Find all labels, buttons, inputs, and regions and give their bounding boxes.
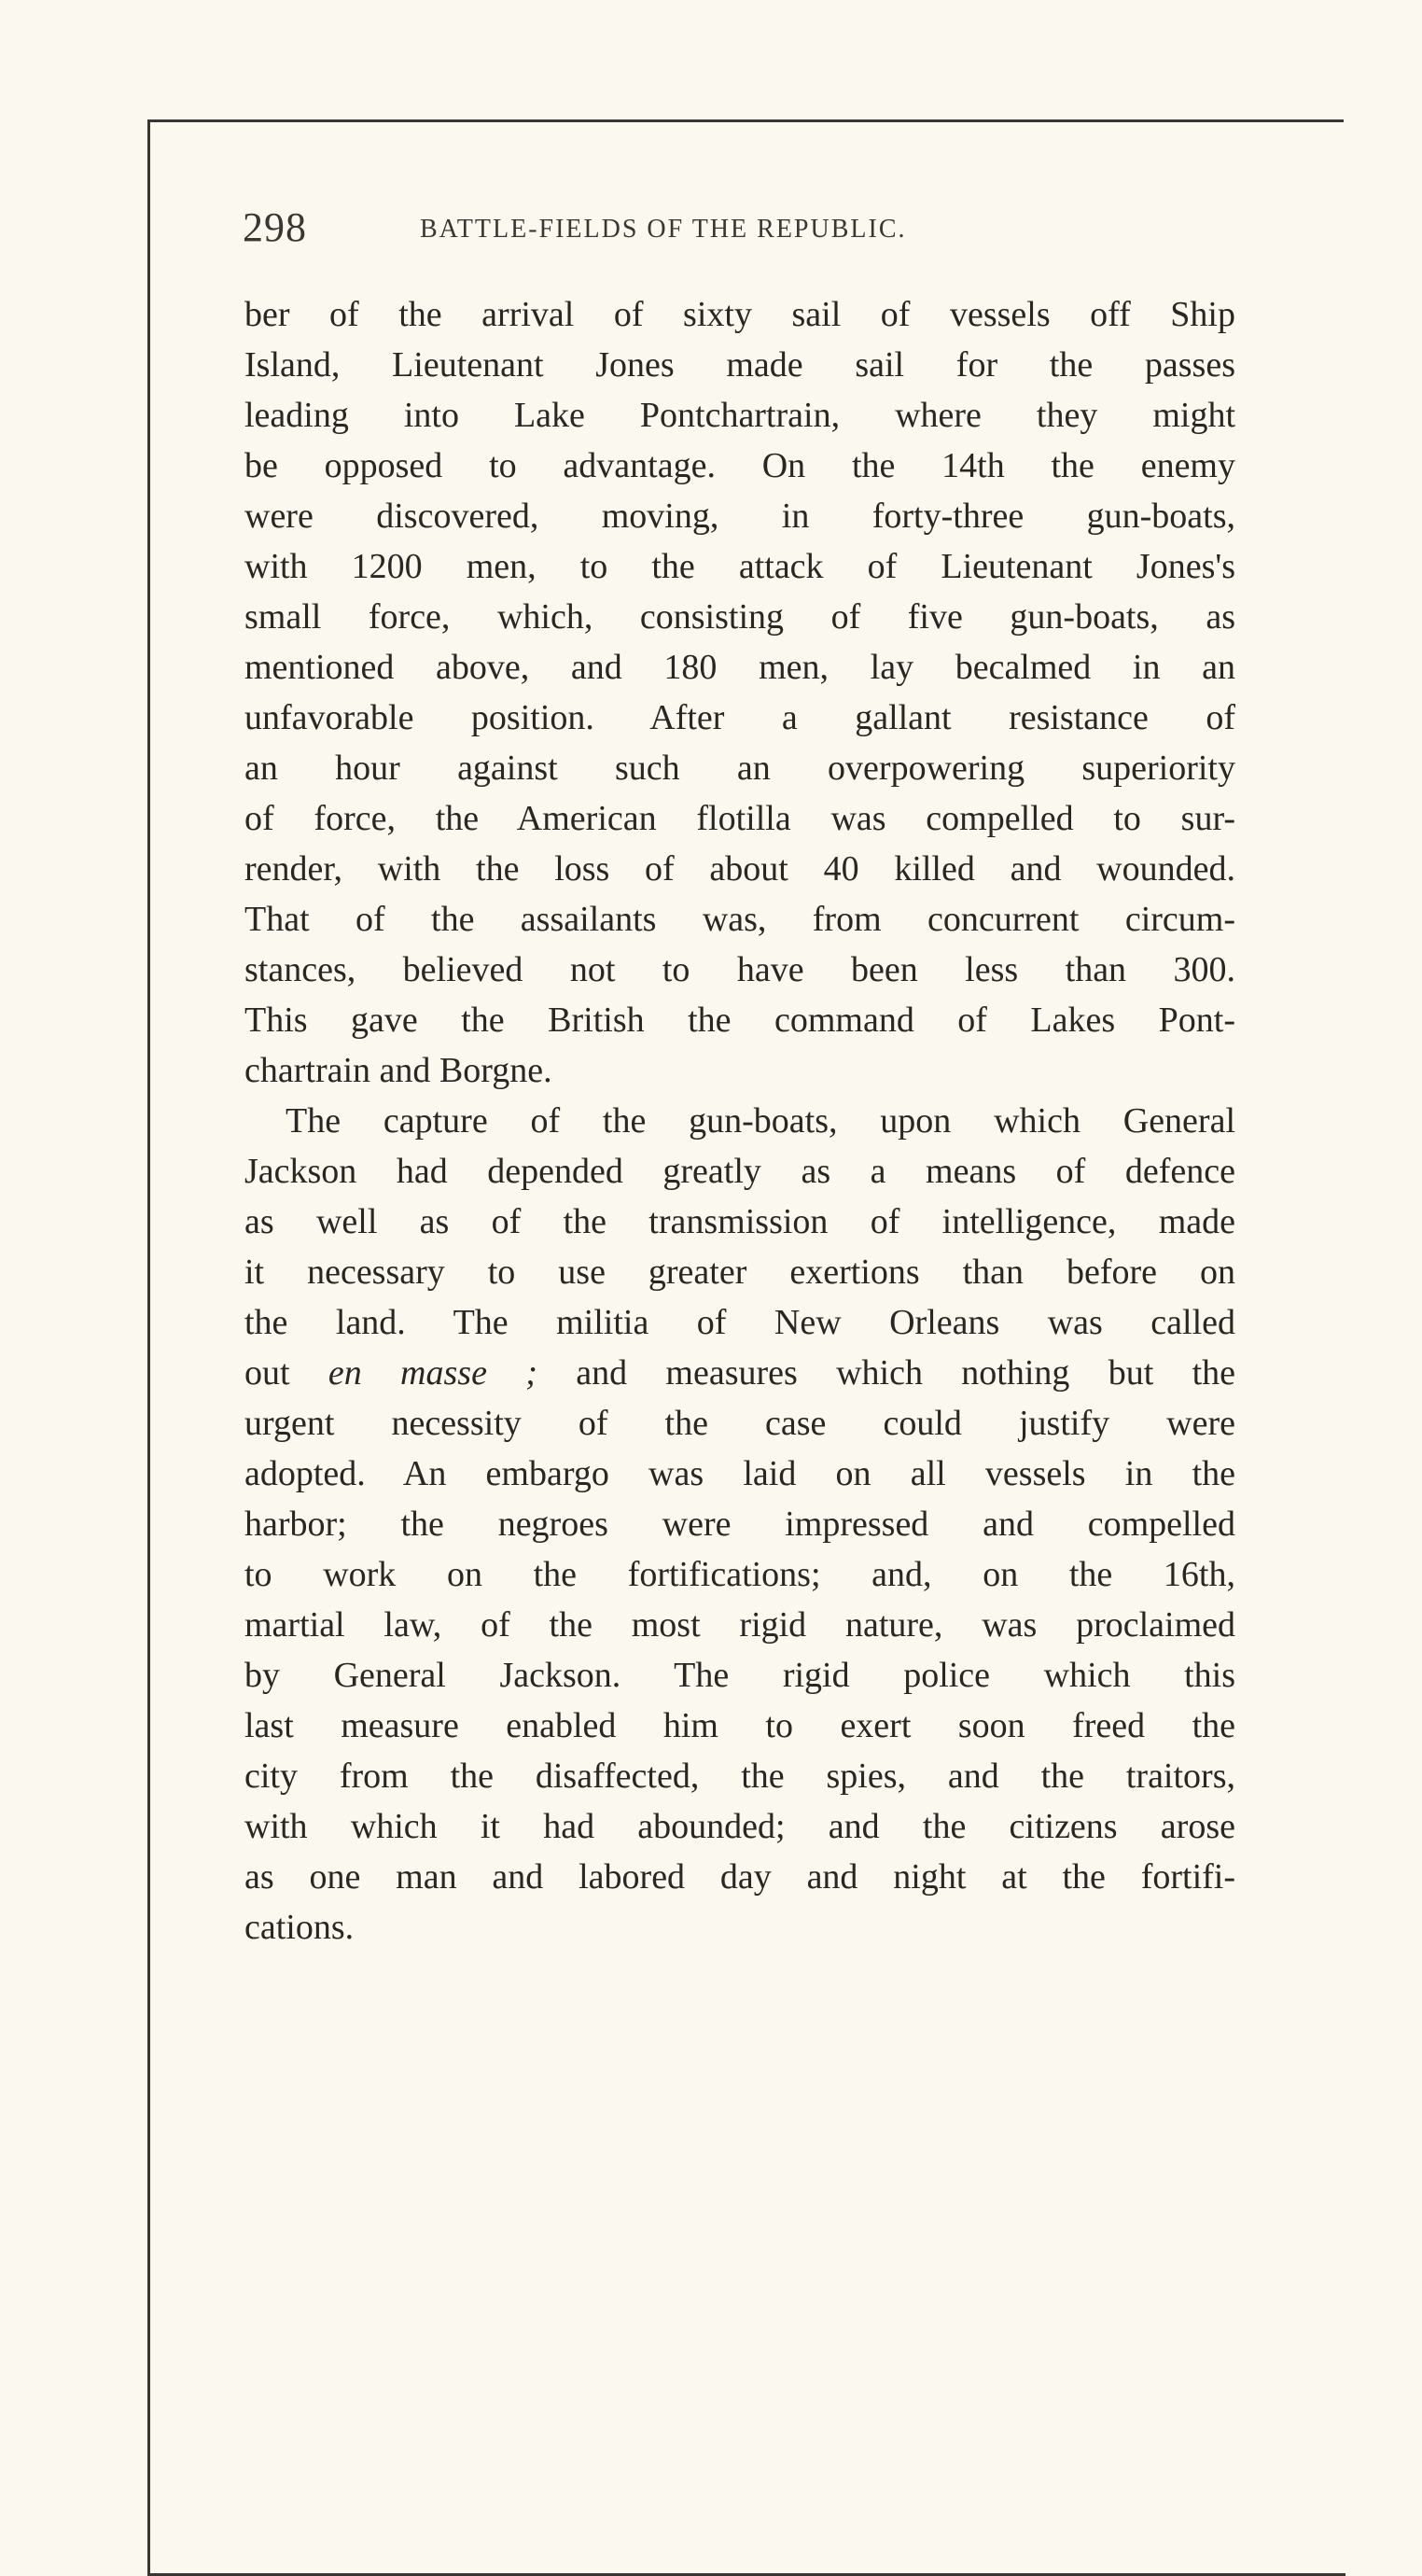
text-line: with 1200 men, to the attack of Lieutenant Jones's [244,547,1235,586]
text-line: of force, the American flotilla was compelled to sur- [244,799,1235,838]
text-line: Island, Lieutenant Jones made sail for the passes [244,345,1235,385]
page-number: 298 [243,204,307,250]
text-line: it necessary to use greater exertions than before on [244,1253,1235,1292]
text-line: That of the assailants was, from concurrent circum- [244,900,1235,939]
text-line: leading into Lake Pontchartrain, where they might [244,396,1235,435]
text-line: the land. The militia of New Orleans was called [244,1303,1235,1342]
text-line: last measure enabled him to exert soon freed the [244,1706,1235,1745]
text-line: as well as of the transmission of intelligence, made [244,1202,1235,1241]
text-line: an hour against such an overpowering superiority [244,749,1235,788]
text-line: by General Jackson. The rigid police which this [244,1656,1235,1695]
body-text [244,289,1235,1953]
paragraph-first-line: The capture of the gun-boats, upon which General [286,1101,1235,1141]
text-line: city from the disaffected, the spies, and the traitors, [244,1757,1235,1796]
text-line: adopted. An embargo was laid on all vessels in the [244,1454,1235,1493]
text-line: unfavorable position. After a gallant resistance of [244,698,1235,737]
text-line-last: cations. [244,1908,355,1947]
italic-line-prefix: out [244,1353,328,1393]
text-line: urgent necessity of the case could justify were [244,1404,1235,1443]
text-line: to work on the fortifications; and, on the 16th, [244,1555,1235,1594]
text-line: were discovered, moving, in forty-three gun-boats, [244,497,1235,536]
text-line: ber of the arrival of sixty sail of vessels off Ship [244,295,1235,334]
text-line: Jackson had depended greatly as a means of defence [244,1152,1235,1191]
text-line: with which it had abounded; and the citizens arose [244,1807,1235,1846]
page-header [243,203,1241,259]
text-line: be opposed to advantage. On the 14th the enemy [244,446,1235,485]
running-head: BATTLE-FIELDS OF THE REPUBLIC. [420,215,907,244]
text-line: This gave the British the command of Lakes Pont- [244,1001,1235,1040]
text-line-last: chartrain and Borgne. [244,1051,552,1090]
text-line: harbor; the negroes were impressed and compelled [244,1505,1235,1544]
frame-left-rule [147,119,150,2573]
text-line: martial law, of the most rigid nature, was proclaimed [244,1605,1235,1645]
text-line: as one man and labored day and night at the fortifi- [244,1857,1235,1897]
text-line: small force, which, consisting of five gun-boats, as [244,597,1235,637]
text-line: render, with the loss of about 40 killed and wounded. [244,849,1235,889]
italic-line-suffix: and measures which nothing but the [537,1353,1235,1393]
text-line: mentioned above, and 180 men, lay becalmed in an [244,648,1235,687]
frame-top-rule [149,119,1344,122]
text-line-italic-phrase [244,1348,1235,1398]
text-line: stances, believed not to have been less than 300. [244,950,1235,989]
italic-phrase: en masse ; [328,1353,537,1393]
